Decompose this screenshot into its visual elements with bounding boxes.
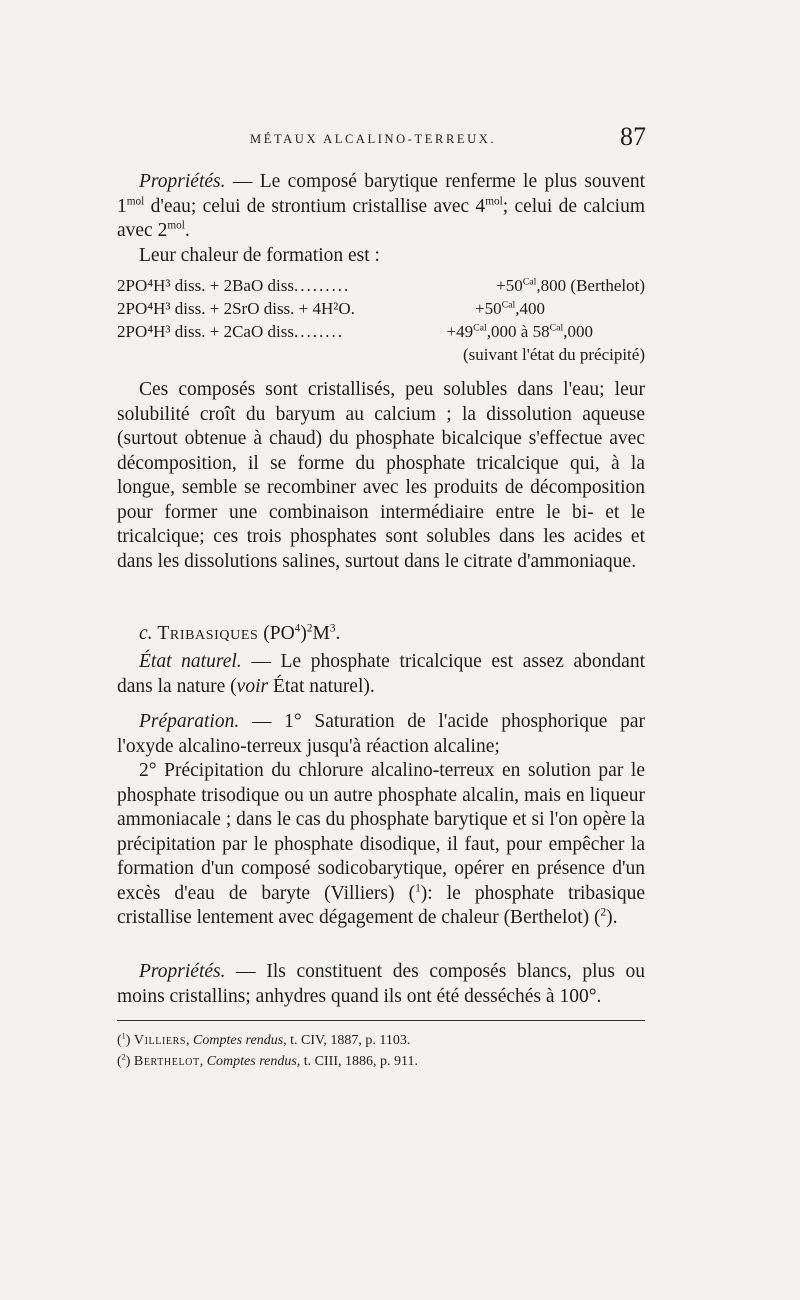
footnotes <box>117 1030 645 1072</box>
etat-naturel-paragraph: État naturel. — Le phosphate tricalcique est assez abondant dans la nature (voir État naturel). <box>117 651 646 697</box>
formula-row-strontium: 2PO⁴H³ diss. + 2SrO diss. + 4H²O. $+50^{Cal},400$ <box>117 299 545 318</box>
formula-row-barium: 2PO⁴H³ diss. + 2BaO diss......... $+50^{Cal},800$ (Berthelot) <box>117 276 645 295</box>
footnote-1: ($^1$) Villiers, Comptes rendus, t. CIV, 1887, p. 1103. <box>117 1031 411 1048</box>
formula-note: (suivant l'état du précipité) <box>463 345 645 364</box>
properties-paragraph-2: Propriétés. — Ils constituent des composés blancs, plus ou moins cristallins; anhydres quand ils ont été desséchés à 100°. <box>117 961 645 1007</box>
running-title: MÉTAUX ALCALINO-TERREUX. <box>250 132 497 146</box>
heat-of-formation-intro: Leur chaleur de formation est : <box>139 244 380 266</box>
properties-label: Propriétés. <box>139 171 226 192</box>
preparation-paragraph: Préparation. — 1° Saturation de l'acide phosphorique par l'oxyde alcalino-terreux jusqu'à réaction alcaline; 2° Précipitation du chlorure alcalino-terreux en solution par le phosphate trisodique ou un autre phosphate alcalin, mais en liqueur ammoniacale ; dans le cas du phosphate barytique et si l'on opère la précipitation par le phosphate disodique, il faut, pour empêcher la formation d'un composé sodicobarytique, opérer en présence d'un excès d'eau de baryte (Villiers) ($^1$): le phosphate tribasique cristallise lentement avec dégagement de chaleur (Berthelot) ($^2$). <box>117 711 645 928</box>
section-c-heading: c. Tribasiques $(PO^4)^2M^3$. <box>139 622 341 644</box>
composes-paragraph: Ces composés sont cristallisés, peu solubles dans l'eau; leur solubilité croît du baryum au calcium ; la dissolution aqueuse (surtout obtenue à chaud) du phosphate bicalcique s'effectue avec décomposition, il se forme du phosphate tricalcique qui, à la longue, semble se recombiner avec les produits de décomposition pour former une combinaison intermédiaire entre le bi- et le tricalcique; ces trois phosphates sont solubles dans les acides et dans les dissolutions salines, surtout dans le citrate d'ammoniaque. <box>117 379 645 572</box>
footnote-divider <box>117 1020 645 1021</box>
formula-row-calcium: 2PO⁴H³ diss. + 2CaO diss........ $+49^{Cal},000$ à $58^{Cal},000$ <box>117 322 593 341</box>
properties-paragraph-1: Propriétés. — Le composé barytique renferme le plus souvent $1^{mol}$ d'eau; celui de strontium cristallise avec $4^{mol}$; celui de calcium avec $2^{mol}$. Leur chaleur de formation est : <box>117 170 645 268</box>
footnote-2: ($^2$) Berthelot, Comptes rendus, t. CIII, 1886, p. 911. <box>117 1052 418 1069</box>
page-number: 87 <box>620 122 646 151</box>
section-title: Tribasiques <box>157 623 259 644</box>
formation-heat-table <box>117 276 645 365</box>
page-header <box>0 122 800 158</box>
